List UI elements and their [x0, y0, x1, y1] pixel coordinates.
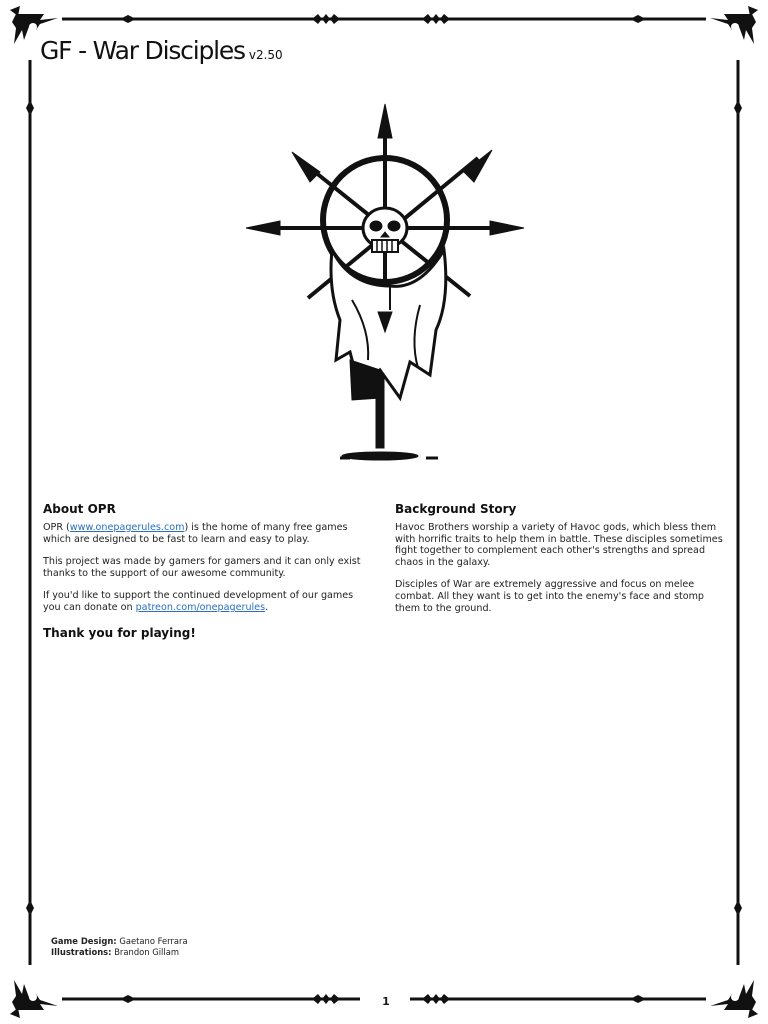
- background-story-section: [395, 502, 725, 625]
- about-p1-suffix: ) is the home of many free games which are designed to be fast to learn and easy to play.: [43, 522, 348, 545]
- design-name: Gaetano Ferrara: [119, 936, 188, 946]
- illustrations-label: Illustrations:: [51, 947, 112, 957]
- about-p1-prefix: OPR (: [43, 522, 70, 533]
- page-title: [40, 38, 283, 63]
- page-number: 1: [382, 995, 390, 1008]
- about-p3-suffix: .: [265, 601, 269, 613]
- about-paragraph-2: This project was made by gamers for gamers and it can only exist thanks to the support of our awesome community.: [43, 556, 361, 579]
- about-p3-prefix: If you'd like to support the continued development of our games you can donate on: [43, 590, 354, 613]
- version-label: v2.50: [248, 48, 283, 62]
- patreon-link[interactable]: patreon.com/onepagerules: [135, 601, 266, 613]
- thank-you-text: Thank you for playing!: [43, 625, 196, 640]
- credit-design: [51, 936, 188, 947]
- credit-illustrations: [51, 947, 188, 958]
- website-link[interactable]: www.onepagerules.com: [69, 522, 185, 533]
- about-section: [43, 502, 373, 639]
- design-label: Game Design:: [51, 936, 117, 946]
- about-heading: About OPR: [43, 502, 116, 516]
- title-text: GF - War Disciples: [40, 36, 245, 65]
- story-paragraph-1: Havoc Brothers worship a variety of Havoc gods, which bless them with horrific traits to help them in battle. These disciples sometimes fight together to complement each other's strengths and spread chaos in the galaxy.: [395, 522, 723, 568]
- about-paragraph-3: [43, 590, 373, 613]
- illustrations-name: Brandon Gillam: [114, 947, 179, 957]
- skull-banner-icon: [240, 100, 530, 470]
- about-paragraph-1: [43, 522, 373, 545]
- story-heading: Background Story: [395, 502, 517, 516]
- story-paragraph-2: Disciples of War are extremely aggressive and focus on melee combat. All they want is to get into the enemy's face and stomp them to the ground.: [395, 579, 705, 614]
- credits: [51, 936, 188, 958]
